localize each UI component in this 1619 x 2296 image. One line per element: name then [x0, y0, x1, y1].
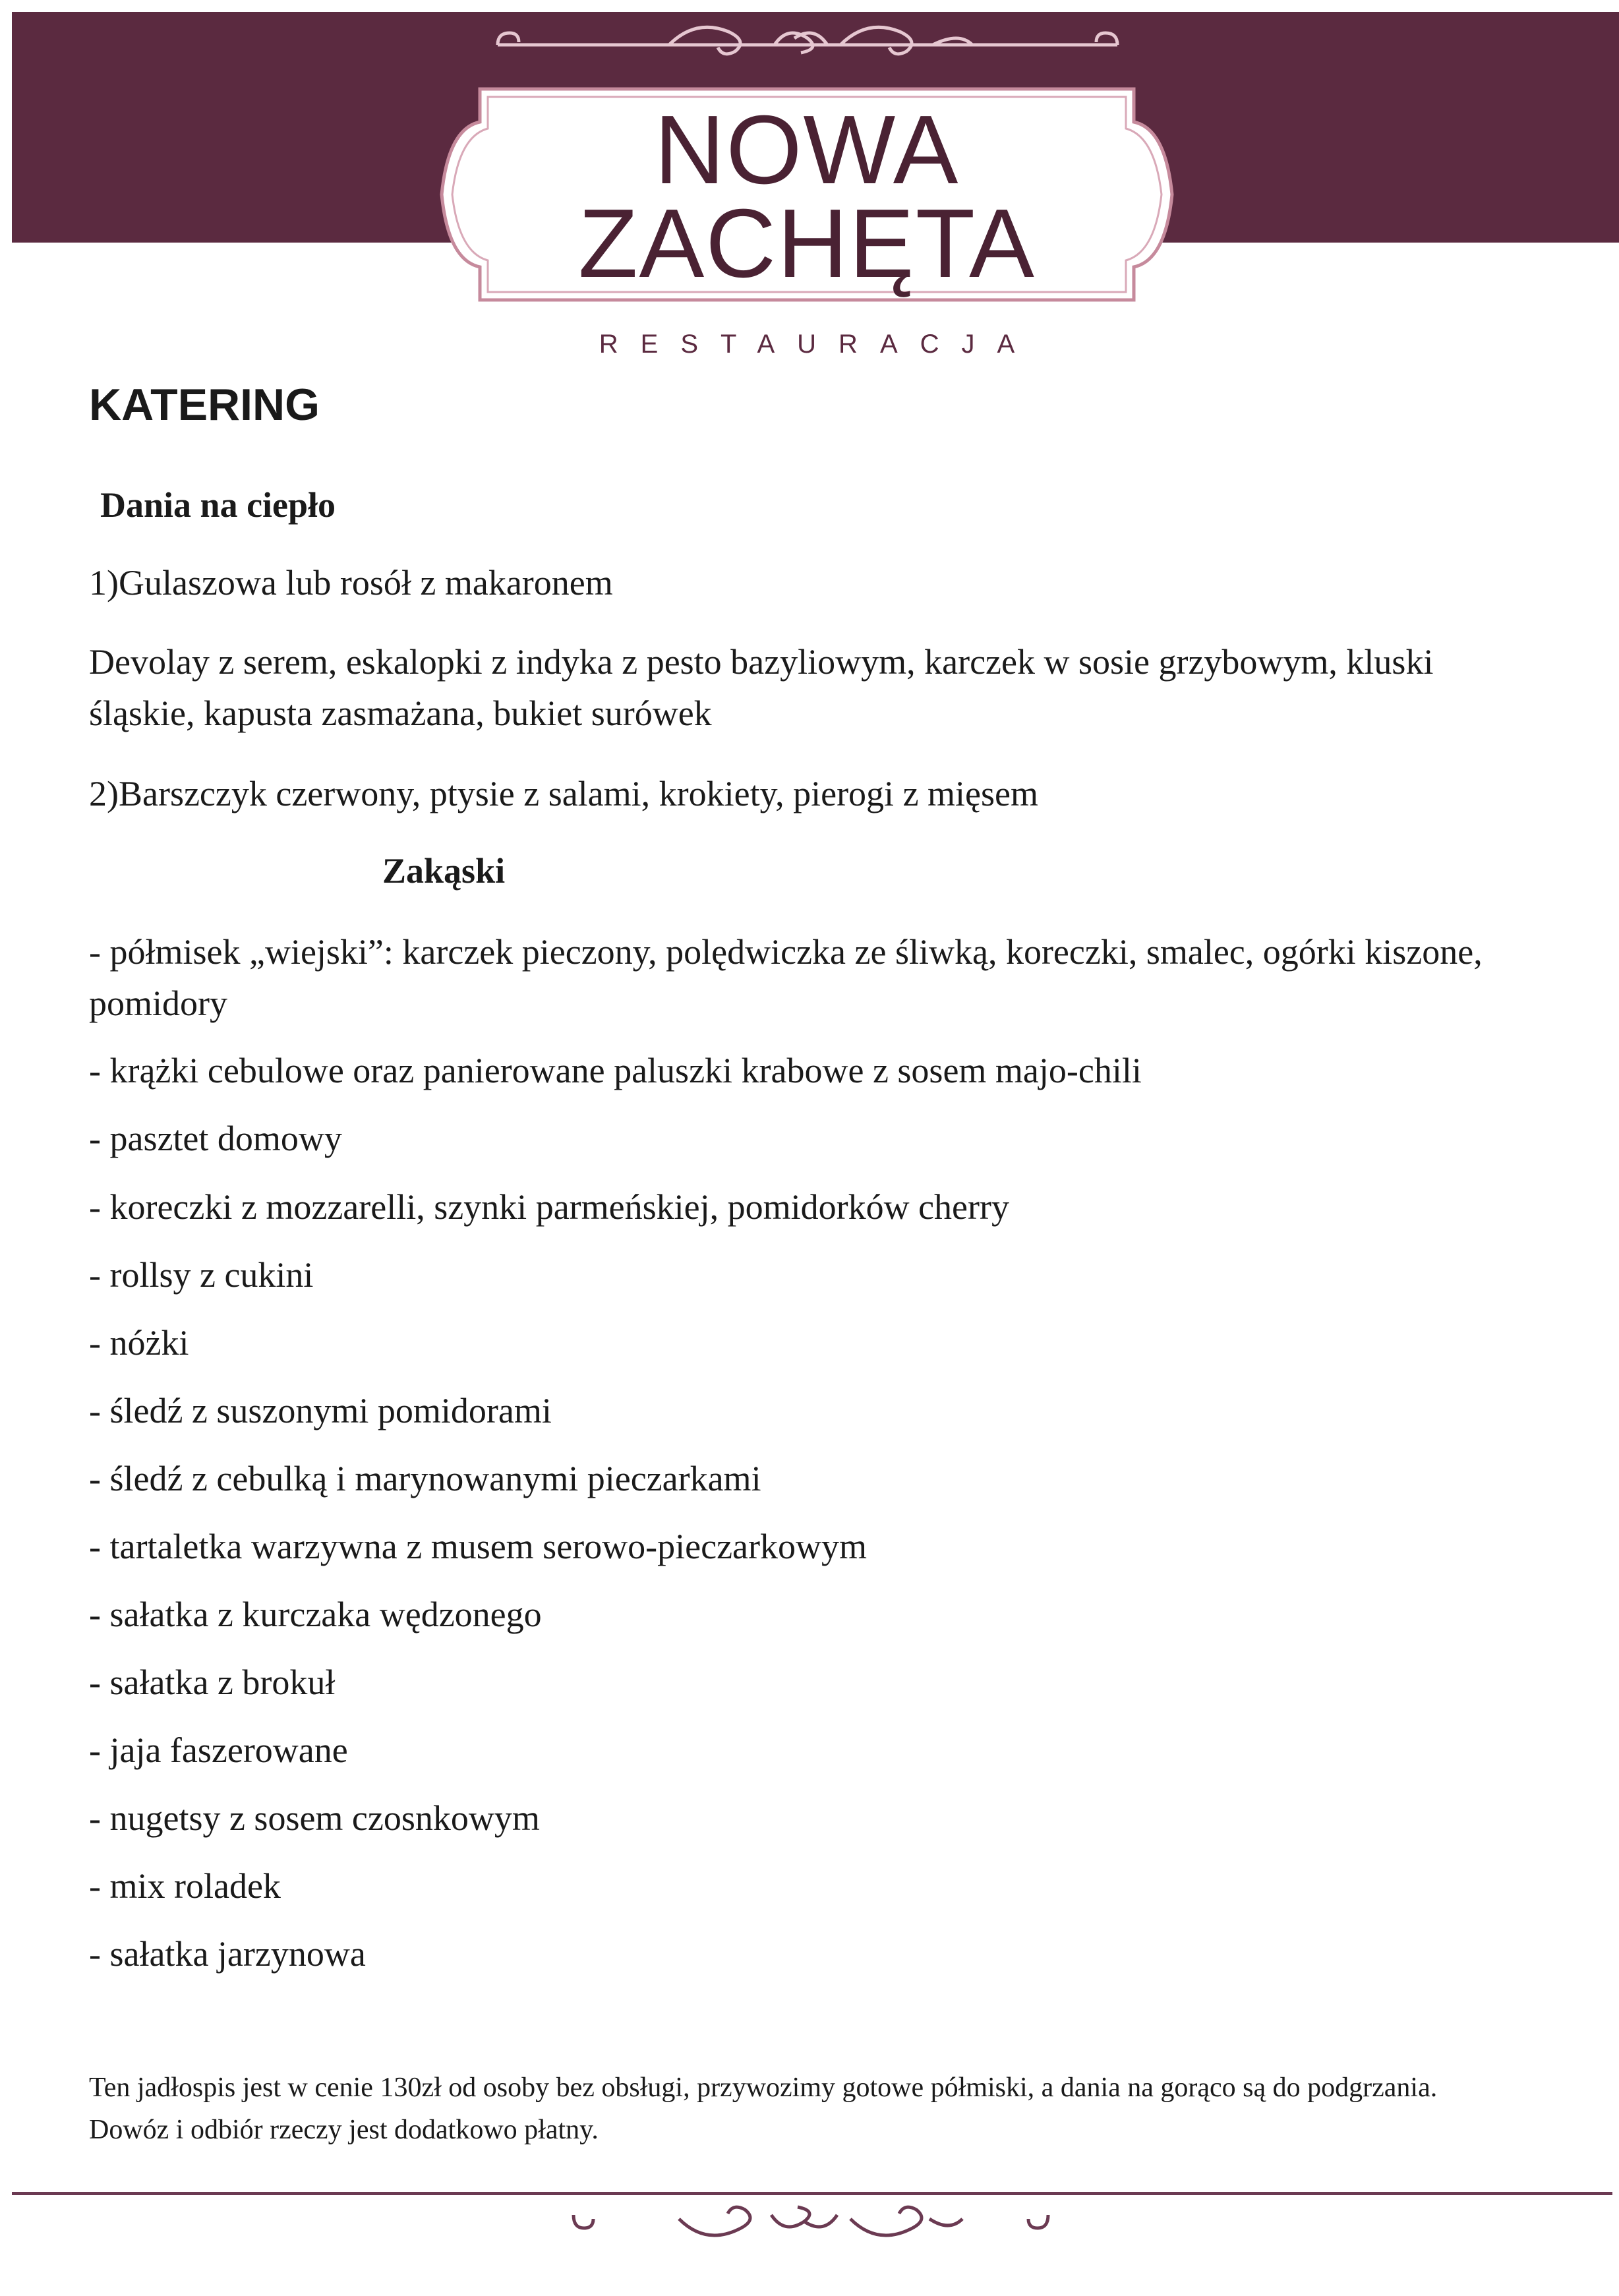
top-ornament-icon — [485, 18, 1131, 65]
list-item: - sałatka jarzynowa — [89, 1934, 366, 1974]
bottom-ornament-icon — [560, 2195, 1061, 2248]
list-item: - sałatka z kurczaka wędzonego — [89, 1595, 542, 1634]
list-item: - śledź z cebulką i marynowanymi pieczarkami — [89, 1459, 761, 1498]
list-item: - rollsy z cukini — [89, 1255, 314, 1295]
list-item: - pasztet domowy — [89, 1119, 342, 1158]
logo — [427, 76, 1187, 313]
list-item: - półmisek „wiejski”: karczek pieczony, polędwiczka ze śliwką, koreczki, smalec, ogórki kiszone, pomidory — [89, 932, 1483, 1023]
hot-dish-option-1: 1)Gulaszowa lub rosół z makaronem — [89, 563, 613, 603]
list-item: - śledź z suszonymi pomidorami — [89, 1391, 552, 1430]
logo-subtitle: RESTAURACJA — [599, 330, 1038, 359]
hot-dish-option-1-detail: Devolay z serem, eskalopki z indyka z pesto bazyliowym, karczek w sosie grzybowym, kluski śląskie, kapusta zasmażana, bukiet surówek — [89, 642, 1434, 733]
list-item: - tartaletka warzywna z musem serowo-pieczarkowym — [89, 1527, 867, 1566]
list-item: - nugetsy z sosem czosnkowym — [89, 1798, 540, 1838]
hot-dish-option-2: 2)Barszczyk czerwony, ptysie z salami, krokiety, pierogi z mięsem — [89, 774, 1038, 813]
logo-title-line2: ZACHĘTA — [578, 189, 1036, 298]
list-item: - jaja faszerowane — [89, 1730, 348, 1770]
section-title-appetizers: Zakąski — [382, 851, 506, 891]
page-title: KATERING — [89, 380, 320, 430]
price-note: Ten jadłospis jest w cenie 130zł od osoby bez obsługi, przywozimy gotowe półmiski, a dania na gorąco są do podgrzania. Dowóz i odbiór rzeczy jest dodatkowo płatny. — [89, 2073, 1438, 2145]
logo-title-line1: NOWA — [654, 96, 960, 204]
list-item: - krążki cebulowe oraz panierowane paluszki krabowe z sosem majo-chili — [89, 1051, 1142, 1090]
list-item: - sałatka z brokuł — [89, 1663, 336, 1702]
list-item: - nóżki — [89, 1323, 189, 1363]
section-title-hot-dishes: Dania na ciepło — [100, 485, 336, 525]
list-item: - mix roladek — [89, 1866, 281, 1906]
list-item: - koreczki z mozzarelli, szynki parmeńskiej, pomidorków cherry — [89, 1187, 1009, 1227]
